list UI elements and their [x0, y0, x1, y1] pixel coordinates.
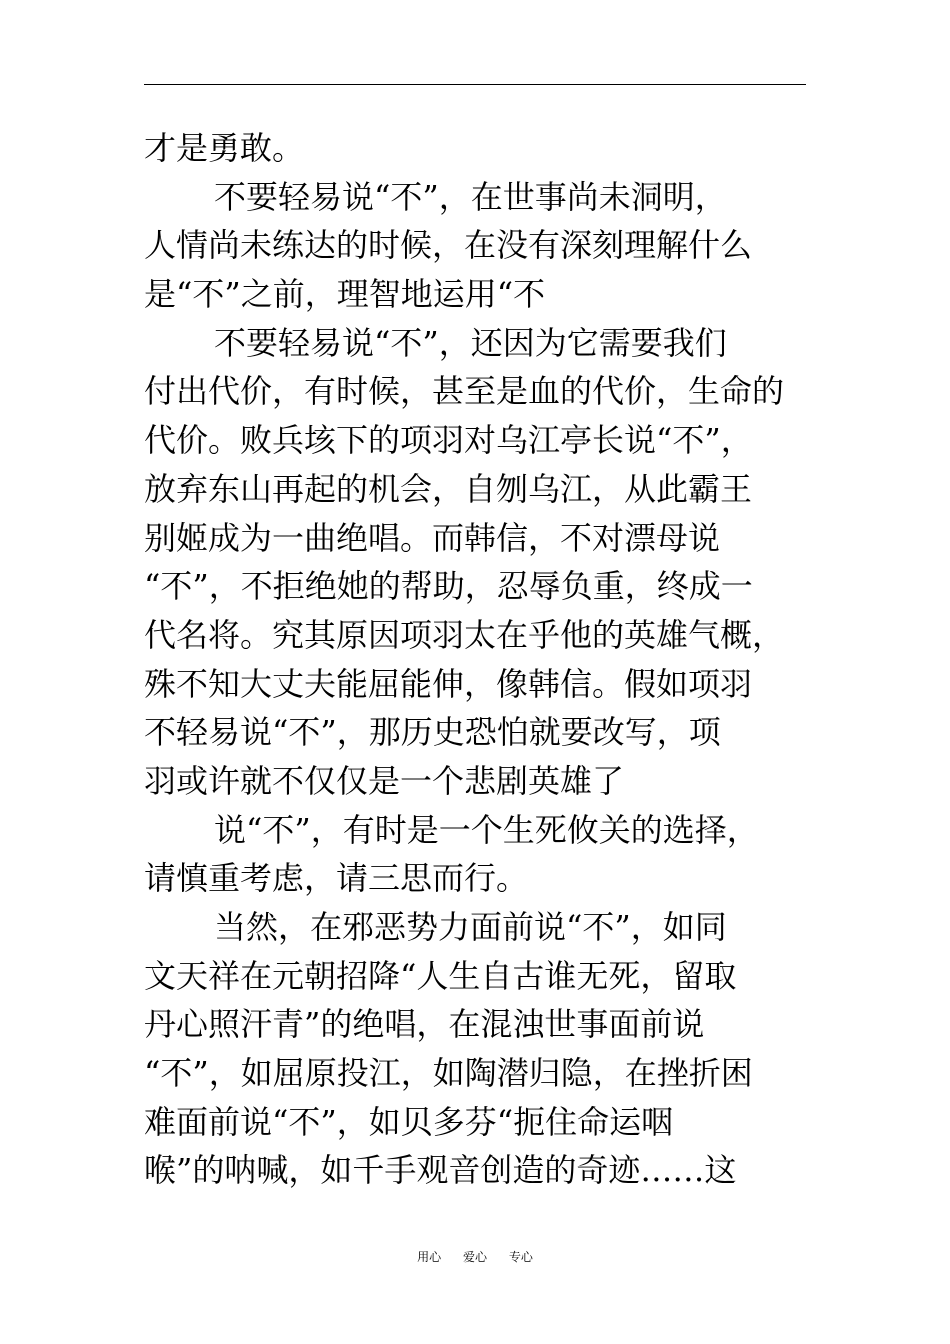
text-line: “不”，如屈原投江，如陶潜归隐，在挫折困	[144, 1054, 753, 1093]
footer-item: 专心	[508, 1250, 533, 1264]
text-line: 代名将。究其原因项羽太在乎他的英雄气概，	[144, 615, 785, 654]
text-line: 人情尚未练达的时候，在没有深刻理解什么	[144, 226, 753, 265]
text-line: 不要轻易说“不”，还因为它需要我们	[214, 323, 727, 362]
footer-item: 用心	[417, 1250, 442, 1264]
text-line: 不轻易说“不”，那历史恐怕就要改写，项	[144, 713, 721, 752]
text-line: 喉”的呐喊，如千手观音创造的奇迹……这	[144, 1151, 737, 1190]
text-line: 不要轻易说“不”，在世事尚未洞明，	[214, 177, 727, 216]
text-line: 才是勇敢。	[144, 129, 305, 167]
text-line: 当然，在邪恶势力面前说“不”，如同	[214, 908, 727, 946]
document-body	[144, 124, 834, 1195]
text-line: 文天祥在元朝招降“人生自古谁无死，留取	[144, 956, 737, 995]
text-line: “不”，不拒绝她的帮助，忍辱负重，终成一	[144, 567, 753, 606]
text-line: 代价。败兵垓下的项羽对乌江亭长说“不”，	[144, 421, 753, 460]
text-line: 请慎重考虑，请三思而行。	[144, 859, 529, 898]
footer-item: 爱心	[462, 1250, 487, 1264]
header-rule	[144, 84, 806, 85]
text-line: 殊不知大丈夫能屈能伸，像韩信。假如项羽	[144, 664, 753, 703]
text-line: 羽或许就不仅仅是一个悲剧英雄了	[144, 761, 625, 800]
text-line: 是“不”之前，理智地运用“不	[144, 275, 546, 314]
text-line: 说“不”，有时是一个生死攸关的选择，	[214, 810, 759, 849]
text-line: 别姬成为一曲绝唱。而韩信，不对漂母说	[144, 518, 721, 557]
text-line: 难面前说“不”，如贝多芬“扼住命运咽	[144, 1102, 674, 1141]
text-line: 付出代价，有时候，甚至是血的代价，生命的	[144, 372, 785, 411]
page-footer	[0, 1248, 950, 1265]
text-line: 丹心照汗青”的绝唱，在混浊世事面前说	[144, 1005, 705, 1044]
text-line: 放弃东山再起的机会，自刎乌江，从此霸王	[144, 469, 753, 508]
